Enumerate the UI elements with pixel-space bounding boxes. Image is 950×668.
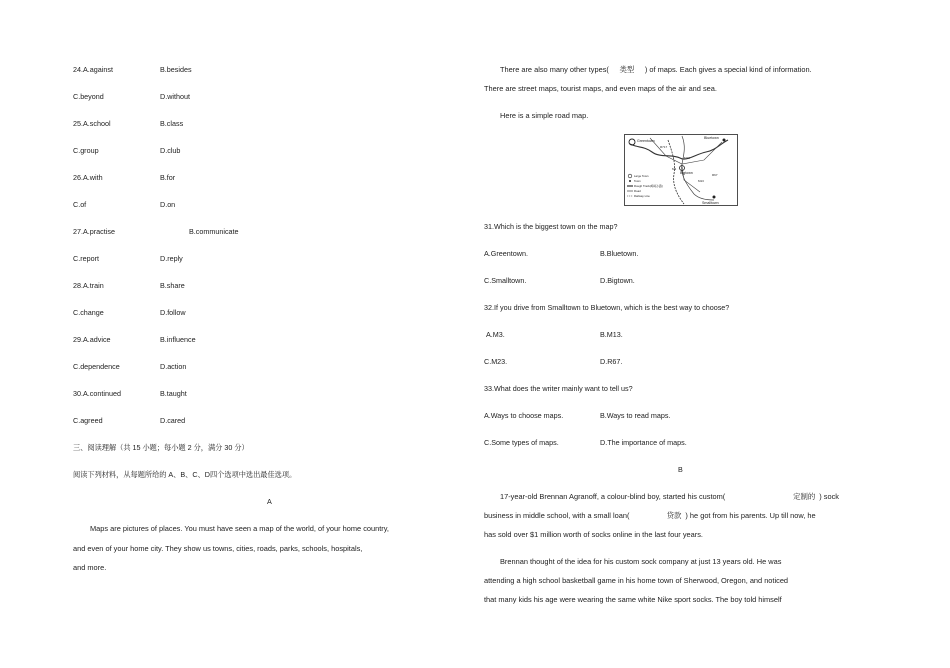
question-32-option: A.M3. (486, 330, 505, 339)
section-title: 三、阅读理解（共 15 小题；每小题 2 分，满分 30 分） (73, 443, 249, 452)
map-types-line: There are street maps, tourist maps, and even maps of the air and sea. (484, 84, 717, 93)
text-fragment: There are also many other types( (500, 65, 609, 74)
smalltown-marker-icon (713, 196, 716, 199)
chinese-gloss: 定制的 (793, 492, 816, 501)
question-31-option: A.Greentown. (484, 249, 528, 258)
map-label-bigtown: Bigtown (680, 171, 693, 175)
option-28-b: B.share (160, 281, 185, 290)
option-28-a: 28.A.train (73, 281, 104, 290)
passage-b-line: attending a high school basketball game in his home town of Sherwood, Oregon, and noticed (484, 576, 789, 585)
legend-label: Road (634, 189, 641, 193)
passage-a-line: Maps are pictures of places. You must have seen a map of the world, of your home country, (90, 524, 389, 533)
option-28-c: C.change (73, 308, 104, 317)
question-31: 31.Which is the biggest town on the map? (484, 222, 618, 231)
legend-label: Large Town (634, 174, 649, 178)
legend-label: Rough Track(崎岖小路) (634, 184, 663, 188)
option-30-c: C.agreed (73, 416, 103, 425)
option-26-c: C.of (73, 200, 87, 209)
question-33: 33.What does the writer mainly want to tell us? (484, 384, 633, 393)
option-29-a: 29.A.advice (73, 335, 111, 344)
option-30-b: B.taught (160, 389, 187, 398)
legend-label: Town (634, 179, 641, 183)
question-33-option: D.The importance of maps. (600, 438, 687, 447)
map-label-bluetown: Bluetown (704, 136, 719, 140)
option-25-d: D.club (160, 146, 181, 155)
option-29-b: B.influence (160, 335, 196, 344)
text-fragment: ) he got from his parents. Up till now, he (685, 511, 816, 520)
option-24-d: D.without (160, 92, 190, 101)
option-27-a: 27.A.practise (73, 227, 115, 236)
option-28-d: D.follow (160, 308, 186, 317)
question-33-option: A.Ways to choose maps. (484, 411, 564, 420)
option-30-a: 30.A.continued (73, 389, 121, 398)
chinese-gloss: 类型 (619, 65, 635, 74)
text-fragment: ) of maps. Each gives a special kind of information. (644, 65, 812, 74)
option-27-d: D.reply (160, 254, 183, 263)
map-label-smalltown: Smalltown (702, 201, 719, 205)
bluetown-marker-icon (723, 139, 726, 142)
passage-a-line: and even of your home city. They show us towns, cities, roads, parks, schools, hospitals, (73, 544, 363, 553)
map-label-r717: R717 (660, 145, 668, 149)
option-27-c: C.report (73, 254, 99, 263)
question-33-option: C.Some types of maps. (484, 438, 559, 447)
text-fragment: 17-year-old Brennan Agranoff, a colour-blind boy, started his custom( (500, 492, 726, 501)
option-25-b: B.class (160, 119, 184, 128)
passage-b-label: B (678, 465, 683, 474)
option-27-b: B.communicate (189, 227, 239, 236)
legend-label: Railway Line (634, 194, 650, 198)
question-32-option: C.M23. (484, 357, 508, 366)
section-instruction: 阅读下列材料，从每题所给的 A、B、C、D四个选项中选出最佳选项。 (73, 470, 297, 479)
passage-b-line (500, 492, 839, 501)
option-26-a: 26.A.with (73, 173, 103, 182)
question-31-option: C.Smalltown. (484, 276, 527, 285)
map-label-m13: M13 (698, 179, 704, 183)
text-fragment: ) sock (819, 492, 839, 501)
map-label-m23: M23 (684, 156, 690, 160)
option-26-d: D.on (160, 200, 176, 209)
passage-b-line (484, 511, 816, 520)
option-30-d: D.cared (160, 416, 186, 425)
legend-town-icon (629, 180, 631, 182)
map-label-m3: M3 (672, 167, 677, 171)
option-25-a: 25.A.school (73, 119, 111, 128)
option-25-c: C.group (73, 146, 99, 155)
map-label-greentown: Greentown (637, 139, 655, 143)
passage-a-label: A (267, 497, 272, 506)
passage-b-line: that many kids his age were wearing the same white Nike sport socks. The boy told himself (484, 595, 782, 604)
map-types-line (500, 65, 812, 74)
option-26-b: B.for (160, 173, 176, 182)
question-31-option: D.Bigtown. (600, 276, 635, 285)
chinese-gloss: 贷款 (666, 511, 682, 520)
question-33-option: B.Ways to read maps. (600, 411, 671, 420)
road-map-intro: Here is a simple road map. (500, 111, 589, 120)
question-32-option: D.R67. (600, 357, 623, 366)
road-map-figure (624, 134, 738, 206)
question-32: 32.If you drive from Smalltown to Bluetown, which is the best way to choose? (484, 303, 730, 312)
option-29-c: C.dependence (73, 362, 120, 371)
option-24-c: C.beyond (73, 92, 104, 101)
text-fragment: business in middle school, with a small loan( (484, 511, 630, 520)
option-29-d: D.action (160, 362, 187, 371)
question-31-option: B.Bluetown. (600, 249, 639, 258)
option-24-a: 24.A.against (73, 65, 113, 74)
option-24-b: B.besides (160, 65, 192, 74)
passage-a-line: and more. (73, 563, 107, 572)
passage-b-line: Brennan thought of the idea for his custom sock company at just 13 years old. He was (500, 557, 782, 566)
passage-b-line: has sold over $1 million worth of socks online in the last four years. (484, 530, 703, 539)
question-32-option: B.M13. (600, 330, 623, 339)
map-label-r67: R67 (712, 173, 718, 177)
